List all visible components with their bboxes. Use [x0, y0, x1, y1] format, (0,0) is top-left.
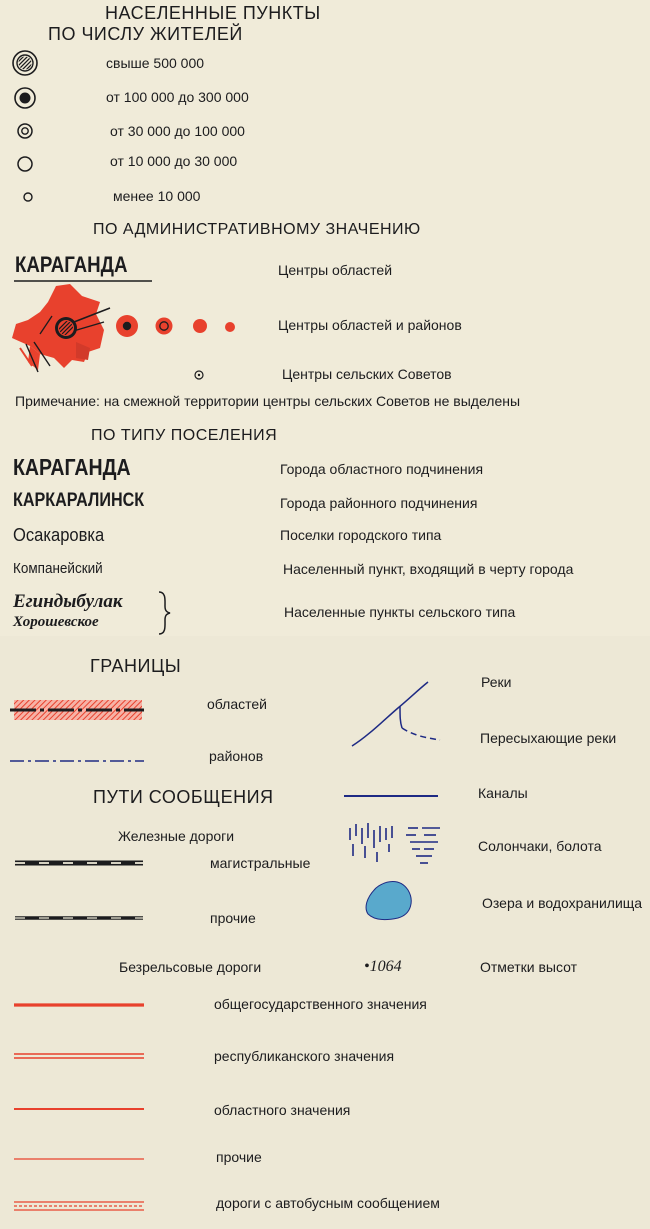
- ring-icon: [18, 157, 32, 171]
- settlement-type-label: Города областного подчинения: [280, 461, 484, 477]
- settlement-type-label: Города районного подчинения: [280, 495, 478, 511]
- hydro-label: Пересыхающие реки: [480, 730, 617, 746]
- road-label: областного значения: [214, 1102, 351, 1118]
- brace-icon: [156, 590, 172, 636]
- borders-heading: ГРАНИЦЫ: [90, 656, 182, 676]
- main-railway-symbol: [15, 858, 145, 868]
- other-railway-symbol: [15, 914, 145, 922]
- hydro-label: Каналы: [478, 785, 528, 801]
- region-border-symbol: [8, 698, 148, 724]
- road-label: республиканского значения: [214, 1048, 395, 1064]
- national-road-symbol: [14, 1002, 146, 1008]
- settlement-type-heading: ПО ТИПУ ПОСЕЛЕНИЯ: [91, 427, 278, 444]
- salt-marsh-icon: [350, 823, 392, 862]
- bullseye-medium-icon: [18, 124, 32, 138]
- hydro-symbols: [340, 678, 470, 978]
- river-icon: [352, 682, 428, 746]
- population-class-label: от 10 000 до 30 000: [110, 153, 238, 169]
- settlements-heading: НАСЕЛЕННЫЕ ПУНКТЫ: [105, 3, 321, 23]
- city-emblem-icon: [4, 282, 244, 376]
- population-subheading: ПО ЧИСЛУ ЖИТЕЛЕЙ: [48, 24, 243, 44]
- other-road-symbol: [14, 1157, 146, 1161]
- elevation-dot-icon: •: [364, 958, 370, 975]
- regional-center-example: КАРАГАНДА: [15, 252, 128, 277]
- road-label: дороги с автобусным сообщением: [216, 1195, 440, 1211]
- settlement-type-example: КАРКАРАЛИНСК: [13, 490, 145, 511]
- railway-label: прочие: [210, 910, 256, 926]
- settlement-type-example: Осакаровка: [13, 525, 105, 545]
- republican-road-symbol: [14, 1052, 146, 1060]
- road-label: прочие: [216, 1149, 262, 1165]
- settlement-type-label: Поселки городского типа: [280, 527, 442, 543]
- intermittent-river-icon: [402, 728, 440, 740]
- road-label: общегосударственного значения: [214, 996, 427, 1012]
- routes-heading: ПУТИ СООБЩЕНИЯ: [93, 787, 274, 807]
- elevation-value: 1064: [369, 958, 402, 975]
- population-class-label: свыше 500 000: [106, 55, 205, 71]
- population-class-label: от 30 000 до 100 000: [110, 123, 245, 139]
- admin-heading: ПО АДМИНИСТРАТИВНОМУ ЗНАЧЕНИЮ: [93, 221, 421, 238]
- admin-item-label: Центры областей и районов: [278, 317, 462, 333]
- red-dot-small-icon: [225, 322, 235, 332]
- rural-example: Хорошевское: [13, 614, 99, 630]
- hydro-label: Озера и водохранилища: [482, 895, 643, 911]
- population-class-label: менее 10 000: [113, 188, 201, 204]
- hatched-circle-icon: [13, 51, 37, 75]
- small-ring-icon: [24, 193, 32, 201]
- population-symbols: [8, 48, 44, 213]
- settlement-type-label: Населенные пункты сельского типа: [284, 604, 516, 620]
- bullseye-large-icon: [15, 88, 35, 108]
- settlement-type-example: Компанейский: [13, 560, 103, 577]
- rural-council-center-icon: [192, 368, 206, 382]
- population-class-label: от 100 000 до 300 000: [106, 89, 249, 105]
- bullseye-red-large-icon: [116, 315, 138, 337]
- hydro-label: Отметки высот: [480, 959, 578, 975]
- swamp-icon: [406, 828, 440, 863]
- border-label: областей: [207, 696, 267, 712]
- bullseye-red-medium-icon: [156, 318, 173, 335]
- district-border-symbol: [10, 758, 145, 764]
- elevation-mark: [364, 959, 402, 975]
- admin-item-label: Центры областей: [278, 262, 393, 278]
- red-dot-medium-icon: [193, 319, 207, 333]
- admin-note: Примечание: на смежной территории центры сельских Советов не выделены: [15, 393, 521, 409]
- border-label: районов: [209, 748, 264, 764]
- railway-label: магистральные: [210, 855, 311, 871]
- regional-road-symbol: [14, 1106, 146, 1112]
- settlement-type-example: КАРАГАНДА: [13, 454, 131, 480]
- rural-example: Егиндыбулак: [13, 591, 123, 612]
- hydro-label: Реки: [481, 674, 512, 690]
- settlement-type-label: Населенный пункт, входящий в черту города: [283, 561, 574, 577]
- bus-road-symbol: [14, 1200, 146, 1212]
- hydro-label: Солончаки, болота: [478, 838, 602, 854]
- roads-heading: Безрельсовые дороги: [119, 959, 262, 975]
- admin-item-label: Центры сельских Советов: [282, 366, 452, 382]
- railways-heading: Железные дороги: [118, 828, 235, 844]
- lower-panel: [0, 636, 650, 1229]
- lake-icon: [366, 882, 411, 920]
